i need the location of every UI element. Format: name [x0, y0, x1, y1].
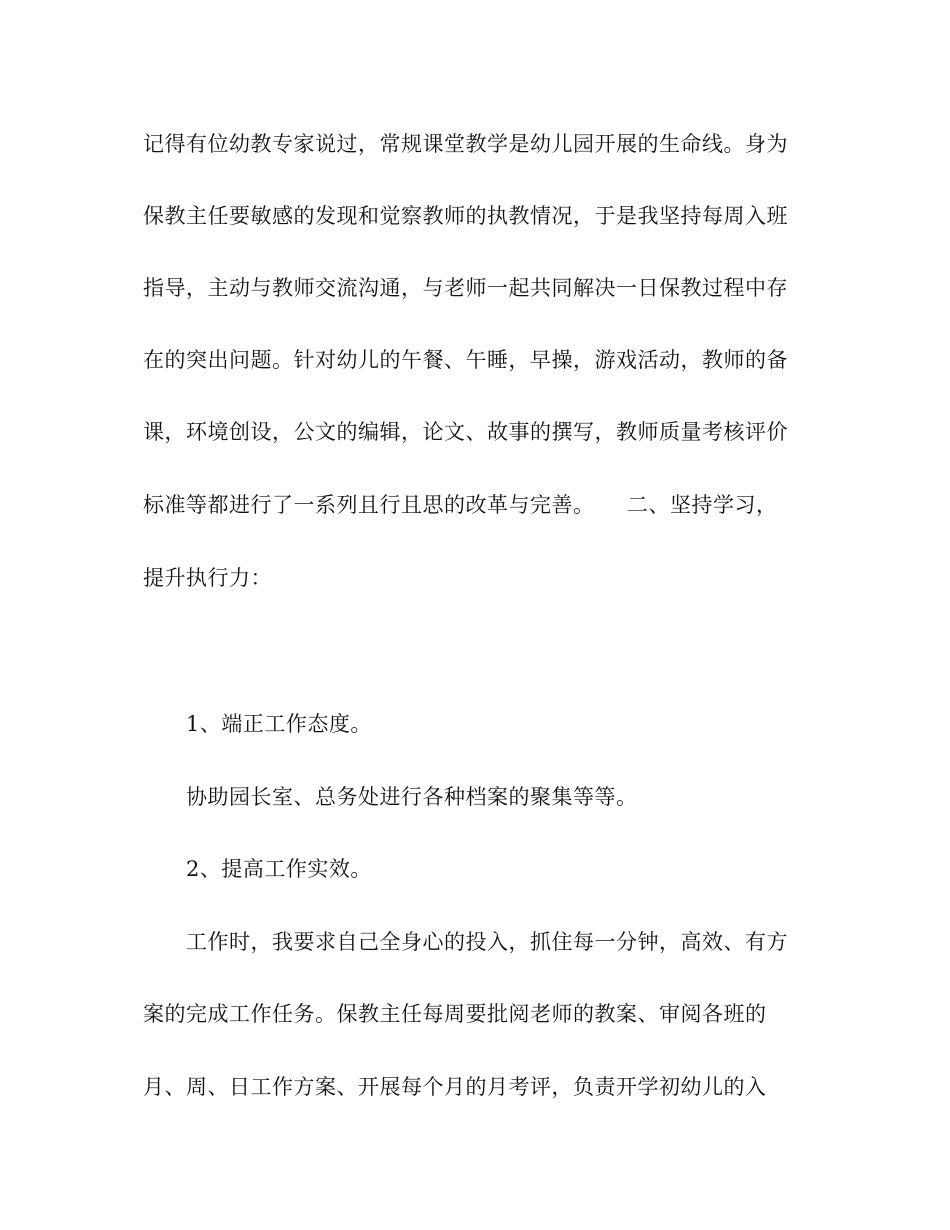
paragraph-line: 保教主任要敏感的发现和觉察教师的执教情况，于是我坚持每周入班 [143, 204, 788, 228]
paragraph-line: 案的完成工作任务。保教主任每周要批阅老师的教案、审阅各班的 [143, 1002, 767, 1026]
section-text-1: 协助园长室、总务处进行各种档案的聚集等等。 [186, 785, 638, 809]
section-heading-1: 1、端正工作态度。 [186, 712, 372, 736]
paragraph-line: 提升执行力： [143, 566, 272, 590]
paragraph-line: 标准等都进行了一系列且行且思的改革与完善。 二、坚持学习， [143, 493, 778, 517]
paragraph-line: 记得有位幼教专家说过，常规课堂教学是幼儿园开展的生命线。身为 [143, 132, 788, 156]
paragraph-line: 课，环境创设，公文的编辑，论文、故事的撰写，教师质量考核评价 [143, 420, 788, 444]
section-heading-2: 2、提高工作实效。 [186, 857, 372, 881]
paragraph-line: 月、周、日工作方案、开展每个月的月考评，负责开学初幼儿的入 [143, 1075, 767, 1099]
paragraph-line: 在的突出问题。针对幼儿的午餐、午睡，早操，游戏活动，教师的备 [143, 348, 788, 372]
paragraph-line: 指导，主动与教师交流沟通，与老师一起共同解决一日保教过程中存 [143, 276, 788, 300]
paragraph-line: 工作时，我要求自己全身心的投入，抓住每一分钟，高效、有方 [186, 930, 788, 954]
